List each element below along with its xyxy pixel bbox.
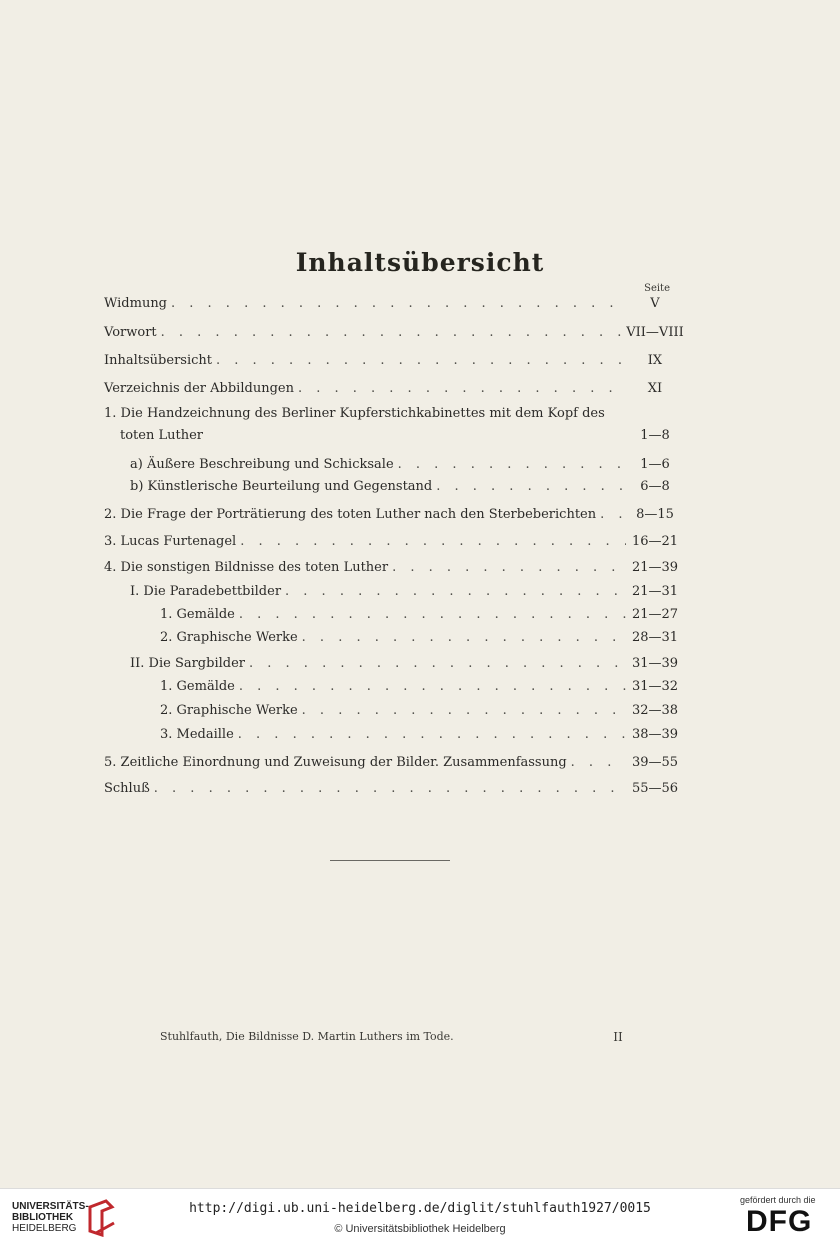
toc-entry xyxy=(104,504,684,526)
toc-page: 32—38 xyxy=(631,703,679,718)
leader-dots xyxy=(161,322,626,344)
leader-dots xyxy=(398,454,626,476)
page-column-header: Seite xyxy=(644,283,670,294)
toc-page: 55—56 xyxy=(631,781,679,796)
toc-entry-multiline xyxy=(104,403,684,447)
toc-page: 21—27 xyxy=(631,607,679,622)
toc-label: I. Die Paradebettbilder xyxy=(130,584,282,599)
toc-page: 16—21 xyxy=(631,534,679,549)
toc-entry xyxy=(160,604,684,626)
toc-page: 39—55 xyxy=(631,755,679,770)
toc-entry xyxy=(160,676,684,698)
toc-label: 4. Die sonstigen Bildnisse des toten Luther xyxy=(104,560,389,575)
toc-label: 3. Lucas Furtenagel xyxy=(104,534,237,549)
dfg-logo[interactable]: DFG xyxy=(746,1205,813,1238)
toc-label: 2. Graphische Werke xyxy=(160,630,298,645)
page-footer-citation: Stuhlfauth, Die Bildnisse D. Martin Luthers im Tode. xyxy=(160,1030,454,1043)
toc-entry xyxy=(130,454,684,476)
toc-page: 21—31 xyxy=(631,584,679,599)
leader-dots xyxy=(171,293,626,315)
toc-page: V xyxy=(650,296,660,311)
leader-dots xyxy=(302,700,626,722)
toc-page: 1—6 xyxy=(640,457,670,472)
toc-entry xyxy=(160,627,684,649)
toc-label: 2. Die Frage der Porträtierung des toten Luther nach den Sterbeberichten xyxy=(104,507,597,522)
leader-dots xyxy=(600,504,626,526)
leader-dots xyxy=(239,676,626,698)
page-title: Inhaltsübersicht xyxy=(295,248,545,277)
toc-label: toten Luther xyxy=(120,428,203,443)
toc-entry xyxy=(130,581,684,603)
toc-entry xyxy=(130,653,684,675)
toc-label: b) Künstlerische Beurteilung und Gegenstand xyxy=(130,479,433,494)
toc-label: a) Äußere Beschreibung und Schicksale xyxy=(130,457,394,472)
toc-entry xyxy=(104,778,684,800)
toc-page: IX xyxy=(647,353,663,368)
toc-page: 28—31 xyxy=(631,630,679,645)
divider-rule xyxy=(330,860,450,861)
toc-label: II. Die Sargbilder xyxy=(130,656,246,671)
toc-label: Vorwort xyxy=(104,325,157,340)
permalink-url[interactable]: http://digi.ub.uni-heidelberg.de/diglit/stuhlfauth1927/0015 xyxy=(189,1201,651,1216)
leader-dots xyxy=(392,557,626,579)
toc-label: 3. Medaille xyxy=(160,727,234,742)
toc-page: VII—VIII xyxy=(626,325,684,340)
toc-label: 1. Die Handzeichnung des Berliner Kupferstichkabinettes mit dem Kopf des xyxy=(104,406,605,421)
toc-page: 38—39 xyxy=(631,727,679,742)
toc-entry xyxy=(104,322,684,344)
toc-label: Schluß xyxy=(104,781,150,796)
toc-page: 31—39 xyxy=(631,656,679,671)
leader-dots xyxy=(436,476,626,498)
toc-label: 2. Graphische Werke xyxy=(160,703,298,718)
toc-entry xyxy=(104,378,684,400)
toc-label: 5. Zeitliche Einordnung und Zuweisung der Bilder. Zusammenfassung xyxy=(104,755,567,770)
leader-dots xyxy=(302,627,626,649)
leader-dots xyxy=(154,778,626,800)
toc-label: Inhaltsübersicht xyxy=(104,353,212,368)
toc-page: XI xyxy=(647,381,663,396)
dfg-funding-note: gefördert durch die xyxy=(740,1195,816,1205)
leader-dots xyxy=(285,581,626,603)
leader-dots xyxy=(249,653,626,675)
leader-dots xyxy=(571,752,626,774)
leader-dots xyxy=(238,724,626,746)
toc-entry xyxy=(160,724,684,746)
toc-page: 6—8 xyxy=(640,479,670,494)
leader-dots xyxy=(239,604,626,626)
toc-page: 1—8 xyxy=(640,428,670,443)
logo-line: BIBLIOTHEK xyxy=(12,1212,74,1223)
leader-dots xyxy=(298,378,626,400)
toc-page: 8—15 xyxy=(636,507,674,522)
leader-dots xyxy=(240,531,626,553)
toc-label: 1. Gemälde xyxy=(160,679,235,694)
viewer-footer-bar xyxy=(0,1188,840,1248)
logo-line: HEIDELBERG xyxy=(12,1223,77,1234)
toc-entry xyxy=(130,476,684,498)
copyright-notice: © Universitätsbibliothek Heidelberg xyxy=(334,1223,506,1235)
leader-dots xyxy=(216,350,626,372)
toc-label: 1. Gemälde xyxy=(160,607,235,622)
toc-page: 21—39 xyxy=(631,560,679,575)
toc-label: Verzeichnis der Abbildungen xyxy=(104,381,294,396)
toc-label: Widmung xyxy=(104,296,168,311)
toc-entry xyxy=(160,700,684,722)
logo-line: UNIVERSITÄTS- xyxy=(12,1201,89,1212)
toc-page: 31—32 xyxy=(631,679,679,694)
toc-entry xyxy=(104,752,684,774)
toc-entry xyxy=(104,531,684,553)
page-signature-mark: II xyxy=(613,1030,623,1044)
toc-entry xyxy=(104,557,684,579)
toc-entry xyxy=(104,293,684,315)
toc-entry xyxy=(104,350,684,372)
